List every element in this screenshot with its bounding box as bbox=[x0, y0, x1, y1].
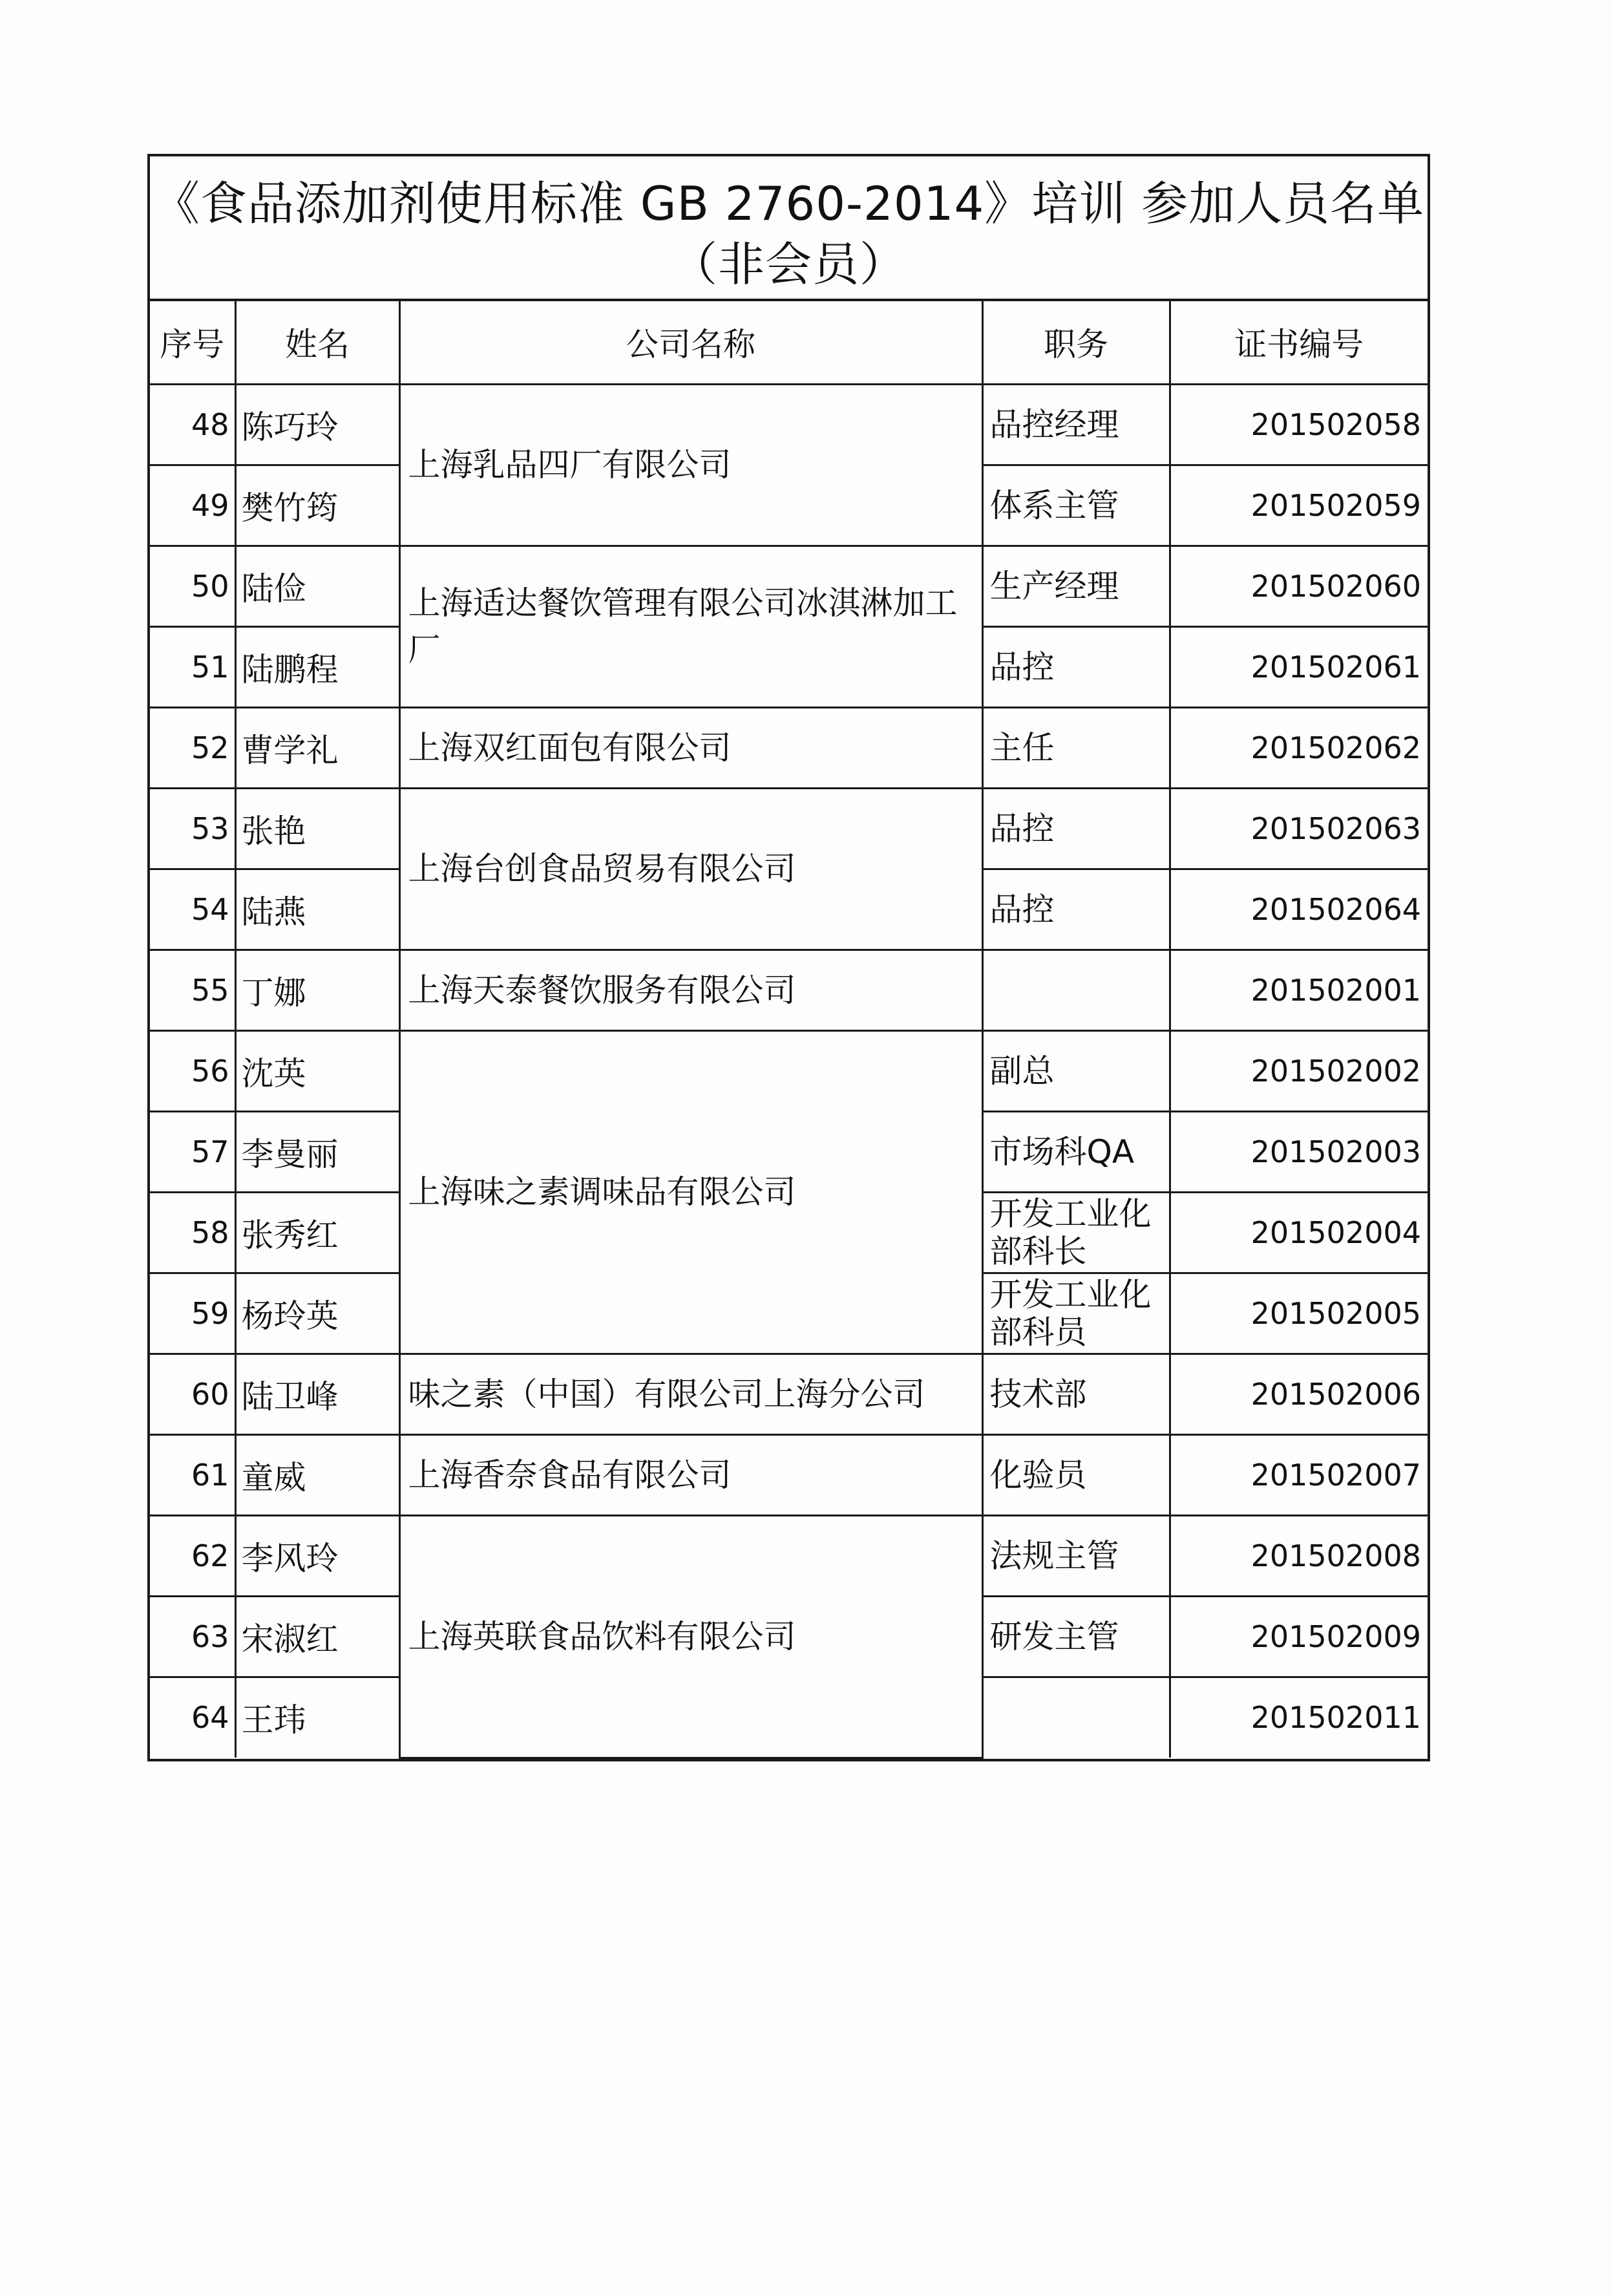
row-no: 57 bbox=[150, 1111, 235, 1192]
header-name: 姓名 bbox=[235, 301, 399, 384]
table-row bbox=[150, 1515, 1428, 1596]
attendee-list-sheet bbox=[147, 154, 1430, 1761]
row-title: 品控 bbox=[982, 788, 1170, 869]
row-no: 59 bbox=[150, 1273, 235, 1354]
row-no: 63 bbox=[150, 1596, 235, 1677]
header-no: 序号 bbox=[150, 301, 235, 384]
row-title: 技术部 bbox=[982, 1354, 1170, 1434]
row-name: 陆燕 bbox=[235, 869, 399, 950]
row-cert: 201502009 bbox=[1170, 1596, 1428, 1677]
row-no: 52 bbox=[150, 707, 235, 788]
row-title: 品控 bbox=[982, 869, 1170, 950]
row-company: 上海英联食品饮料有限公司 bbox=[399, 1515, 982, 1758]
table-row bbox=[150, 788, 1428, 869]
row-name: 杨玲英 bbox=[235, 1273, 399, 1354]
row-cert: 201502007 bbox=[1170, 1434, 1428, 1515]
row-title: 市场科QA bbox=[982, 1111, 1170, 1192]
row-name: 陆俭 bbox=[235, 546, 399, 626]
row-company: 上海天泰餐饮服务有限公司 bbox=[399, 950, 982, 1030]
row-no: 48 bbox=[150, 384, 235, 465]
row-name: 樊竹筠 bbox=[235, 465, 399, 546]
row-no: 58 bbox=[150, 1192, 235, 1273]
row-name: 李曼丽 bbox=[235, 1111, 399, 1192]
table-header-row bbox=[150, 301, 1428, 384]
table-row bbox=[150, 950, 1428, 1030]
row-no: 62 bbox=[150, 1515, 235, 1596]
row-company: 上海台创食品贸易有限公司 bbox=[399, 788, 982, 950]
header-company: 公司名称 bbox=[399, 301, 982, 384]
header-title: 职务 bbox=[982, 301, 1170, 384]
row-name: 沈英 bbox=[235, 1030, 399, 1111]
row-name: 陆鹏程 bbox=[235, 626, 399, 707]
row-no: 61 bbox=[150, 1434, 235, 1515]
row-cert: 201502005 bbox=[1170, 1273, 1428, 1354]
table-row bbox=[150, 546, 1428, 626]
row-company: 上海双红面包有限公司 bbox=[399, 707, 982, 788]
row-name: 丁娜 bbox=[235, 950, 399, 1030]
row-no: 51 bbox=[150, 626, 235, 707]
header-cert: 证书编号 bbox=[1170, 301, 1428, 384]
row-cert: 201502002 bbox=[1170, 1030, 1428, 1111]
row-cert: 201502003 bbox=[1170, 1111, 1428, 1192]
table-row bbox=[150, 1434, 1428, 1515]
document-title: 《食品添加剂使用标准 GB 2760-2014》培训 参加人员名单 bbox=[153, 176, 1425, 231]
row-cert: 201502064 bbox=[1170, 869, 1428, 950]
row-cert: 201502008 bbox=[1170, 1515, 1428, 1596]
row-name: 张秀红 bbox=[235, 1192, 399, 1273]
row-cert: 201502001 bbox=[1170, 950, 1428, 1030]
row-company: 上海味之素调味品有限公司 bbox=[399, 1030, 982, 1354]
table-row bbox=[150, 384, 1428, 465]
row-no: 49 bbox=[150, 465, 235, 546]
title-block bbox=[150, 156, 1428, 301]
row-title: 生产经理 bbox=[982, 546, 1170, 626]
row-no: 60 bbox=[150, 1354, 235, 1434]
row-no: 64 bbox=[150, 1677, 235, 1758]
row-no: 53 bbox=[150, 788, 235, 869]
row-title: 研发主管 bbox=[982, 1596, 1170, 1677]
row-cert: 201502059 bbox=[1170, 465, 1428, 546]
row-cert: 201502061 bbox=[1170, 626, 1428, 707]
row-no: 50 bbox=[150, 546, 235, 626]
row-title: 品控 bbox=[982, 626, 1170, 707]
row-name: 曹学礼 bbox=[235, 707, 399, 788]
row-company: 上海香奈食品有限公司 bbox=[399, 1434, 982, 1515]
row-cert: 201502063 bbox=[1170, 788, 1428, 869]
row-company: 上海乳品四厂有限公司 bbox=[399, 384, 982, 546]
row-cert: 201502058 bbox=[1170, 384, 1428, 465]
row-no: 56 bbox=[150, 1030, 235, 1111]
row-cert: 201502060 bbox=[1170, 546, 1428, 626]
row-name: 张艳 bbox=[235, 788, 399, 869]
row-company: 上海适达餐饮管理有限公司冰淇淋加工厂 bbox=[399, 546, 982, 707]
row-company: 味之素（中国）有限公司上海分公司 bbox=[399, 1354, 982, 1434]
row-title: 开发工业化部科长 bbox=[982, 1192, 1170, 1273]
table-row bbox=[150, 707, 1428, 788]
row-title: 副总 bbox=[982, 1030, 1170, 1111]
row-title bbox=[982, 950, 1170, 1030]
row-title: 品控经理 bbox=[982, 384, 1170, 465]
table-row bbox=[150, 1354, 1428, 1434]
row-name: 王玮 bbox=[235, 1677, 399, 1758]
row-title bbox=[982, 1677, 1170, 1758]
row-cert: 201502004 bbox=[1170, 1192, 1428, 1273]
row-cert: 201502062 bbox=[1170, 707, 1428, 788]
row-name: 李风玲 bbox=[235, 1515, 399, 1596]
row-no: 54 bbox=[150, 869, 235, 950]
row-cert: 201502011 bbox=[1170, 1677, 1428, 1758]
row-name: 陆卫峰 bbox=[235, 1354, 399, 1434]
row-title: 体系主管 bbox=[982, 465, 1170, 546]
row-title: 法规主管 bbox=[982, 1515, 1170, 1596]
row-cert: 201502006 bbox=[1170, 1354, 1428, 1434]
attendee-table bbox=[150, 301, 1428, 1759]
row-title: 化验员 bbox=[982, 1434, 1170, 1515]
row-name: 宋淑红 bbox=[235, 1596, 399, 1677]
row-name: 陈巧玲 bbox=[235, 384, 399, 465]
row-title: 主任 bbox=[982, 707, 1170, 788]
row-title: 开发工业化部科员 bbox=[982, 1273, 1170, 1354]
document-subtitle: （非会员） bbox=[670, 237, 907, 292]
table-row bbox=[150, 1030, 1428, 1111]
row-name: 童威 bbox=[235, 1434, 399, 1515]
row-no: 55 bbox=[150, 950, 235, 1030]
